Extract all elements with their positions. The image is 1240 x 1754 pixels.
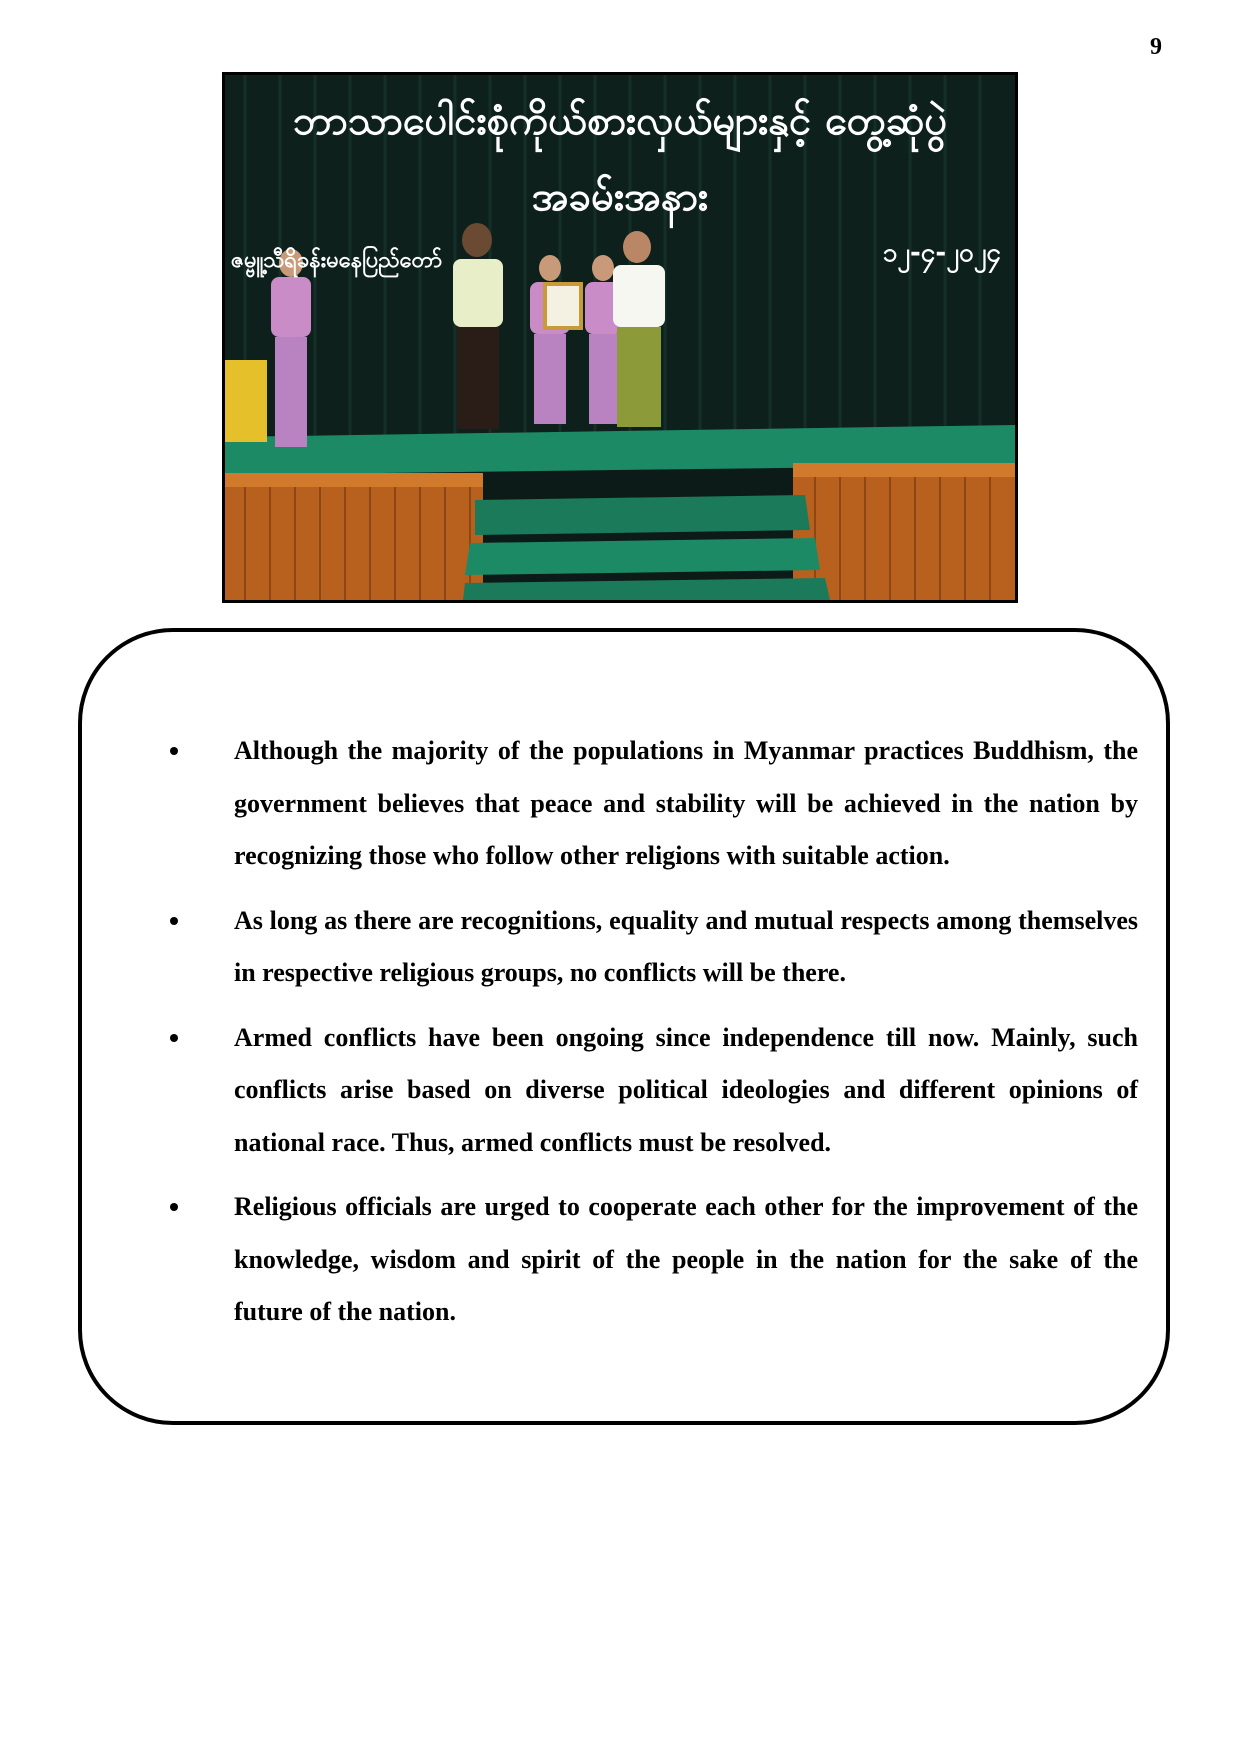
bullet-dot-icon <box>170 747 178 755</box>
bullet-item <box>158 895 1138 1000</box>
photo-banner-subtitle: အခမ်းအနား <box>531 174 709 220</box>
photo-banner-title: ဘာသာပေါင်းစုံကိုယ်စားလှယ်များနှင့် တွေ့ဆုံပွဲ <box>292 98 948 144</box>
ceremony-photo <box>222 72 1018 603</box>
bullet-list <box>158 725 1138 1351</box>
bullet-item <box>158 1012 1138 1170</box>
bullet-dot-icon <box>170 1203 178 1211</box>
photo-date-text: ၁၂-၄-၂၀၂၄ <box>882 238 1001 268</box>
bullet-dot-icon <box>170 917 178 925</box>
bullet-dot-icon <box>170 1034 178 1042</box>
photo-venue-text: ဇမ္ဗူ့သီရိခန်းမနေပြည်တော် <box>231 248 443 273</box>
bullet-text: Religious officials are urged to cooperate each other for the improvement of the knowledge, wisdom and spirit of the people in the nation for the sake of the future of the nation. <box>234 1192 1138 1326</box>
page-number: 9 <box>1150 34 1162 60</box>
bullet-text: As long as there are recognitions, equality and mutual respects among themselves in respective religious groups, no conflicts will be there. <box>234 905 1138 987</box>
bullet-text: Although the majority of the populations in Myanmar practices Buddhism, the government believes that peace and stability will be achieved in the nation by recognizing those who follow other religions with suitable action. <box>234 736 1138 870</box>
summary-box <box>78 628 1170 1425</box>
bullet-item <box>158 1181 1138 1339</box>
bullet-item <box>158 725 1138 883</box>
bullet-text: Armed conflicts have been ongoing since independence till now. Mainly, such conflicts arise based on diverse political ideologies and different opinions of national race. Thus, armed conflicts must be resolved. <box>234 1022 1138 1157</box>
